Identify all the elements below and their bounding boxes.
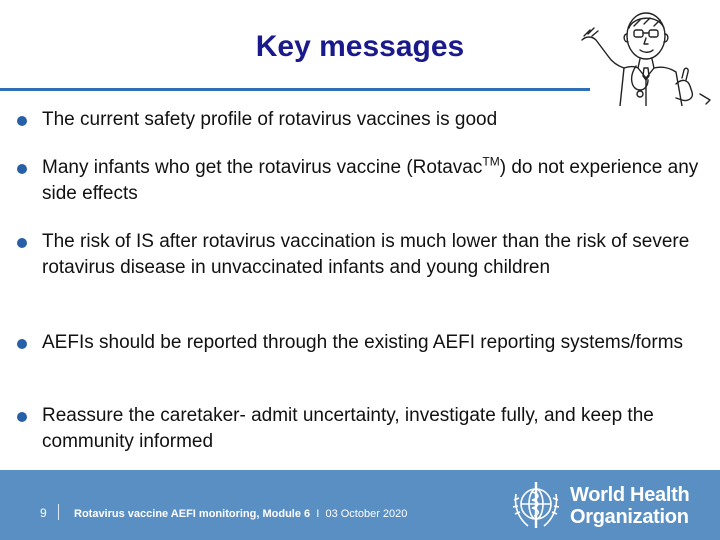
footer-text — [74, 507, 434, 521]
who-emblem-icon — [508, 476, 564, 532]
page-number: 9 — [40, 506, 47, 520]
bullet-text: The current safety profile of rotavirus vaccines is good — [42, 109, 498, 130]
footer-divider — [58, 504, 59, 520]
doctor-illustration-icon — [578, 6, 720, 106]
bullet-item — [42, 107, 702, 133]
trademark-superscript: TM — [482, 154, 500, 169]
who-wordmark — [570, 484, 689, 528]
who-logo — [500, 474, 716, 536]
footer-date: 03 October 2020 — [325, 508, 408, 520]
who-wordmark-line1: World Health — [570, 484, 690, 506]
bullet-text-continued: ) do not experience any side effects — [42, 157, 699, 204]
title-divider — [0, 88, 590, 91]
bullet-item — [42, 229, 702, 281]
bullet-dot-icon — [17, 238, 27, 248]
who-wordmark-line2: Organization — [570, 506, 689, 528]
footer-separator: I — [316, 508, 320, 520]
bullet-dot-icon — [17, 116, 27, 126]
bullet-item — [42, 155, 702, 207]
bullet-text: The risk of IS after rotavirus vaccination is much lower than the risk of severe rotavirus disease in unvaccinated infants and young children — [42, 231, 690, 278]
bullet-text: Many infants who get the rotavirus vaccine (Rotavac — [42, 157, 483, 178]
bullet-dot-icon — [17, 164, 27, 174]
slide-title: Key messages — [255, 30, 465, 63]
bullet-dot-icon — [17, 412, 27, 422]
bullet-text: Reassure the caretaker- admit uncertainty, investigate fully, and keep the community informed — [42, 405, 654, 452]
bullet-dot-icon — [17, 339, 27, 349]
bullet-item — [42, 330, 702, 356]
module-title: Rotavirus vaccine AEFI monitoring, Module 6 — [74, 508, 311, 520]
bullet-item — [42, 403, 702, 455]
bullet-text: AEFIs should be reported through the existing AEFI reporting systems/forms — [42, 332, 684, 353]
